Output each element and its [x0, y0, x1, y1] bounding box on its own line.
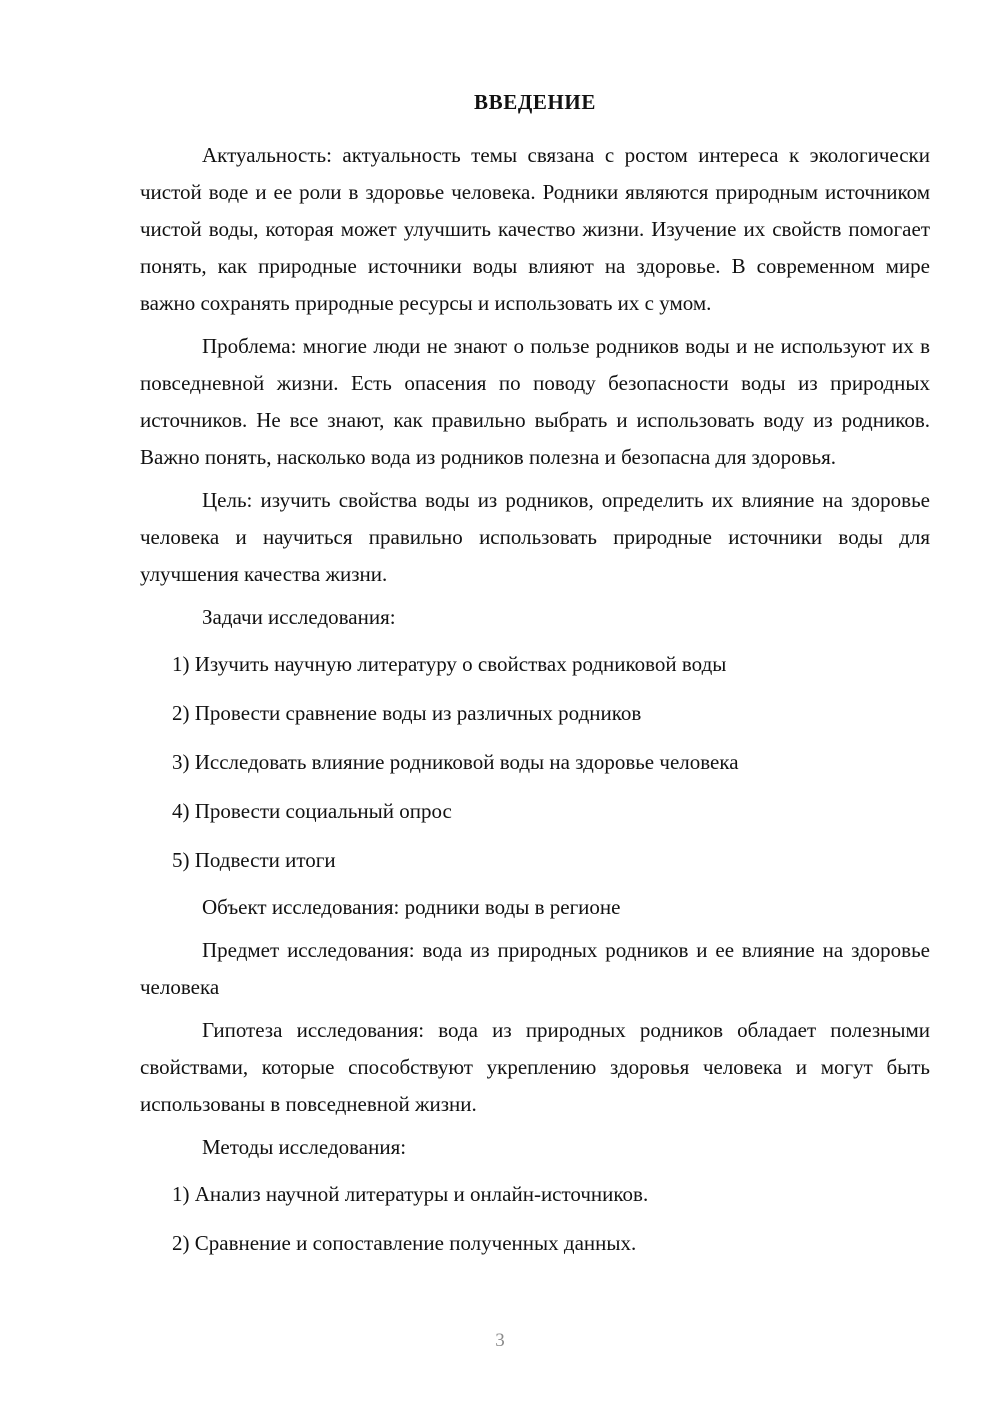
document-body — [140, 84, 930, 1262]
list-item: 2) Провести сравнение воды из различных родников — [172, 701, 642, 725]
methods-label: Методы исследования: — [202, 1135, 407, 1159]
paragraph-spacer — [140, 879, 930, 889]
list-item: 1) Изучить научную литературу о свойствах родниковой воды — [172, 652, 727, 676]
page-number: 3 — [495, 1330, 505, 1351]
paragraph-relevance: Актуальность: актуальность темы связана с ростом интереса к экологически чистой воде и ее роли в здоровье человека. Родники являются природным источником чистой воды, которая может улучшить качество жизни. Изучение их свойств помогает понять, как природные источники воды влияют на здоровье. В современном мире важно сохранять природные ресурсы и использовать их с умом. — [140, 143, 930, 315]
tasks-label: Задачи исследования: — [202, 605, 396, 629]
list-item: 4) Провести социальный опрос — [172, 799, 452, 823]
page-title: ВВЕДЕНИЕ — [474, 90, 596, 114]
list-item: 5) Подвести итоги — [172, 848, 336, 872]
list-item: 3) Исследовать влияние родниковой воды на здоровье человека — [172, 750, 739, 774]
paragraph-goal: Цель: изучить свойства воды из родников, определить их влияние на здоровье человека и научиться правильно использовать природные источники воды для улучшения качества жизни. — [140, 488, 930, 586]
paragraph-object: Объект исследования: родники воды в регионе — [202, 895, 621, 919]
paragraph-subject: Предмет исследования: вода из природных родников и ее влияние на здоровье человека — [140, 938, 930, 999]
list-item: 1) Анализ научной литературы и онлайн-источников. — [172, 1182, 649, 1206]
list-item: 2) Сравнение и сопоставление полученных данных. — [172, 1231, 637, 1255]
paragraph-hypothesis: Гипотеза исследования: вода из природных родников обладает полезными свойствами, которые способствуют укреплению здоровья человека и могут быть использованы в повседневной жизни. — [140, 1018, 930, 1116]
paragraph-problem: Проблема: многие люди не знают о пользе родников воды и не используют их в повседневной жизни. Есть опасения по поводу безопасности воды из природных источников. Не все знают, как правильно выбрать и использовать воду из родников. Важно понять, насколько вода из родников полезна и безопасна для здоровья. — [140, 334, 930, 469]
